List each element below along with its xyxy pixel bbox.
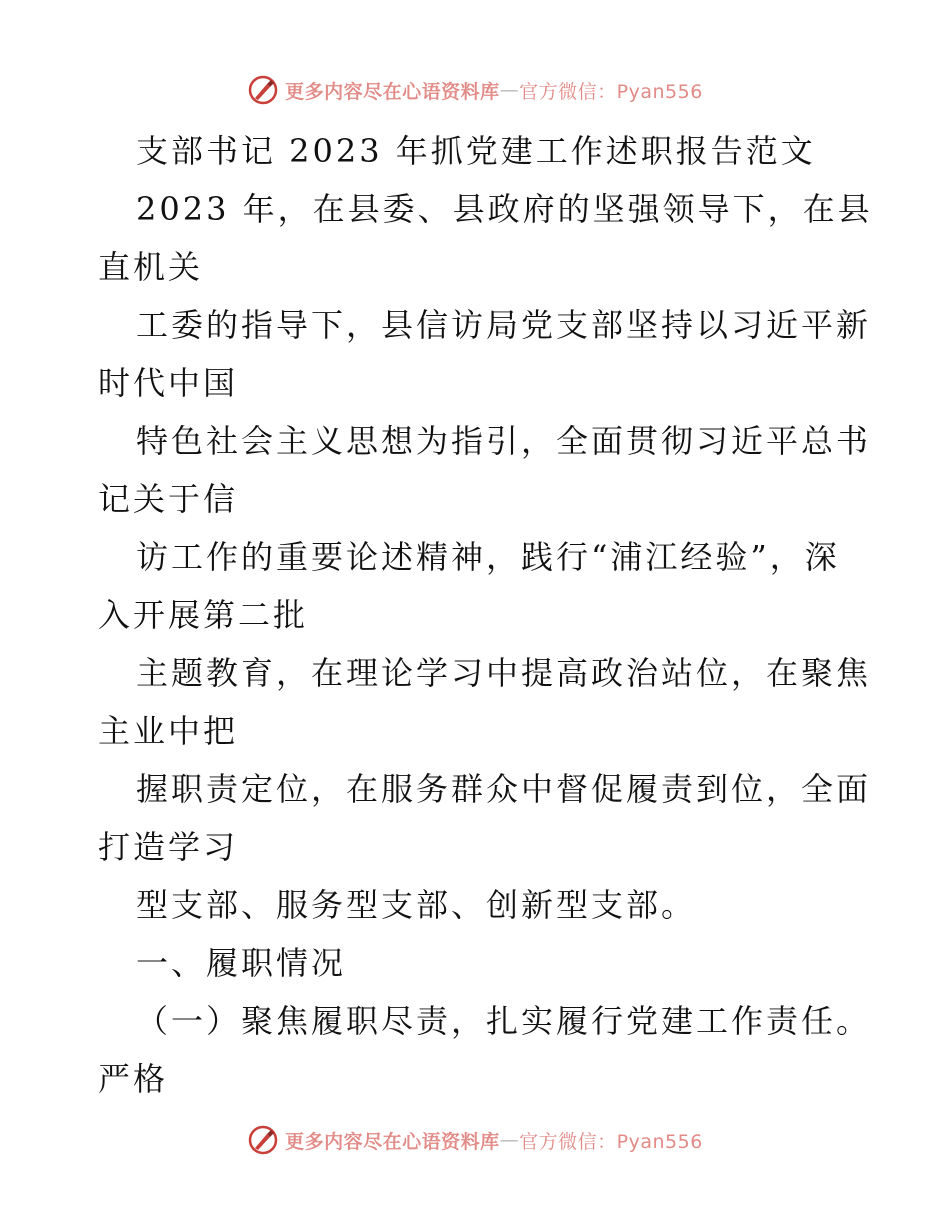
- paragraph-line: 主业中把: [98, 712, 239, 750]
- paragraph-line: 记关于信: [98, 480, 239, 518]
- paragraph-line: 工委的指导下，县信访局党支部坚持以习近平新: [136, 306, 872, 344]
- paragraph-line: 握职责定位，在服务群众中督促履责到位，全面: [136, 770, 872, 808]
- paragraph-line: 2023 年，在县委、县政府的坚强领导下，在县: [136, 190, 873, 228]
- section-heading: 一、履职情况: [136, 944, 347, 982]
- pen-logo-icon: [247, 1124, 279, 1156]
- watermark-banner-top: [0, 70, 950, 110]
- watermark-separator: —: [499, 1129, 520, 1151]
- paragraph-line: 访工作的重要论述精神，践行“浦江经验”，深: [136, 538, 840, 576]
- document-title: 支部书记 2023 年抓党建工作述职报告范文: [136, 132, 816, 170]
- paragraph-line: 时代中国: [98, 364, 239, 402]
- paragraph-line: 打造学习: [98, 828, 239, 866]
- watermark-banner-bottom: [0, 1120, 950, 1160]
- document-body: [98, 122, 873, 1108]
- paragraph-line: 入开展第二批: [98, 596, 309, 634]
- watermark-site-text: 更多内容尽在心语资料库: [285, 80, 500, 103]
- watermark-site-text: 更多内容尽在心语资料库: [285, 1130, 500, 1153]
- paragraph-line: 特色社会主义思想为指引，全面贯彻习近平总书: [136, 422, 872, 460]
- paragraph-line: 型支部、服务型支部、创新型支部。: [136, 886, 697, 924]
- watermark-wechat-text: 官方微信：Pyan556: [519, 80, 703, 103]
- watermark-separator: —: [499, 79, 520, 101]
- paragraph-line: 严格: [98, 1060, 169, 1098]
- watermark-wechat-text: 官方微信：Pyan556: [519, 1130, 703, 1153]
- subsection-heading: （一）聚焦履职尽责，扎实履行党建工作责任。: [136, 1002, 872, 1040]
- paragraph-line: 直机关: [98, 248, 204, 286]
- pen-logo-icon: [247, 74, 279, 106]
- paragraph-line: 主题教育，在理论学习中提高政治站位，在聚焦: [136, 654, 872, 692]
